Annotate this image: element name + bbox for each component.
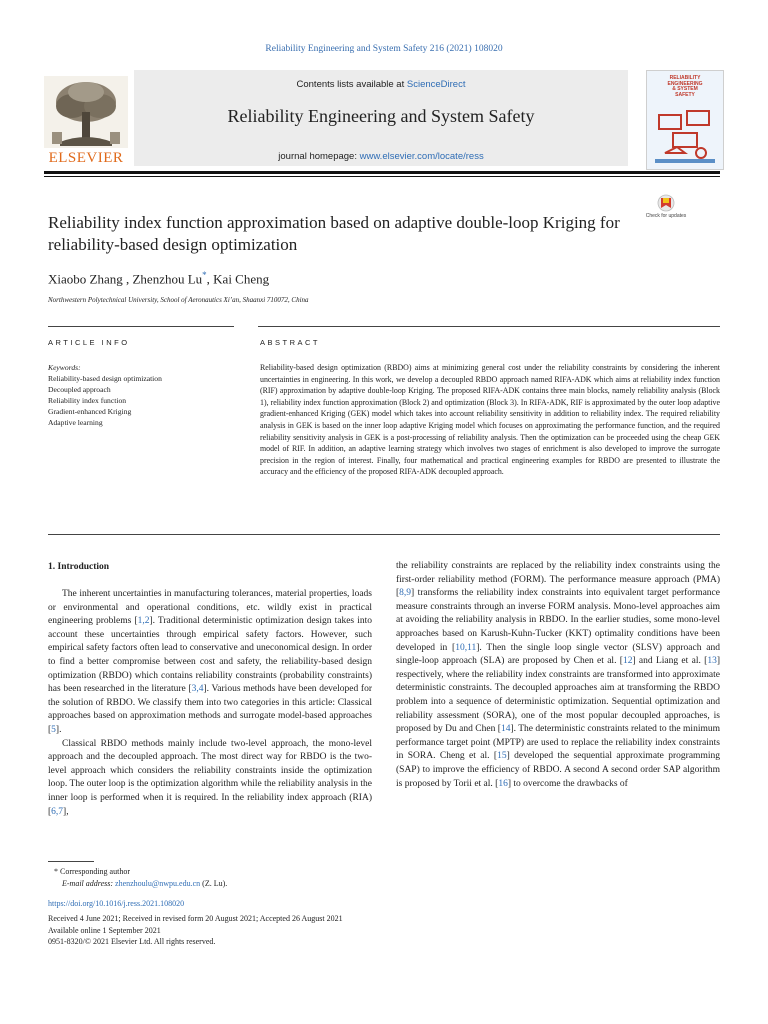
crossmark-label[interactable]: Check for updates bbox=[645, 213, 687, 219]
citation-link[interactable]: 5 bbox=[51, 724, 56, 735]
homepage-prefix: journal homepage: bbox=[278, 151, 360, 162]
email-suffix: (Z. Lu). bbox=[200, 879, 228, 888]
contents-line bbox=[134, 79, 628, 90]
author-list bbox=[48, 270, 269, 287]
introduction-heading: 1. Introduction bbox=[48, 562, 110, 572]
keyword-item: Adaptive learning bbox=[48, 418, 103, 427]
citation-link[interactable]: 14 bbox=[500, 724, 511, 735]
citation-link[interactable]: 1,2 bbox=[137, 616, 150, 627]
intro-paragraph-1 bbox=[48, 588, 372, 738]
cover-illustration-icon bbox=[655, 107, 715, 163]
authors-part-b[interactable]: , Kai Cheng bbox=[206, 271, 270, 287]
text-run: ]. bbox=[55, 724, 62, 735]
keyword-item: Decoupled approach bbox=[48, 385, 111, 394]
online-date: Available online 1 September 2021 bbox=[48, 925, 161, 935]
authors-part-a[interactable]: Xiaobo Zhang , Zhenzhou Lu bbox=[48, 271, 203, 287]
text-run: The inherent uncertainties in manufacturing tolerances, material properties, loads or environmental and operational conditions, etc. wildly exist in practical engineering problems [ bbox=[48, 589, 372, 627]
article-info-heading: ARTICLE INFO bbox=[48, 338, 130, 347]
text-run: ] transforms the reliability index constraints into equivalent target performance measure constraints through an inverse FORM analysis. Mono-level approaches aim at avoiding the reliability analysis in RBDO. In the earlier studies, some mono-level approaches based on Karush-Kuhn-Tucker (KKT) optimality conditions have been developed in [ bbox=[396, 588, 720, 653]
citation-link[interactable]: 12 bbox=[622, 656, 633, 667]
intro-paragraph-continued bbox=[396, 560, 720, 791]
abstract-rule bbox=[258, 326, 720, 327]
crossmark-icon[interactable] bbox=[646, 194, 686, 230]
header-rule-thick bbox=[44, 171, 720, 174]
text-run: ] developed the sequential approximate programming (SAP) to improve the efficiency of RBDO. A second A second order SAP algorithm is proposed by Torii et al. [ bbox=[396, 751, 720, 789]
body-column-right bbox=[396, 560, 720, 791]
article-info-rule bbox=[48, 326, 234, 327]
text-run: ]. The deterministic constraints related to the minimum performance target point (MPTP) are used to replace the reliability index constraints in SORA. Cheng et al. [ bbox=[396, 724, 720, 762]
citation-link[interactable]: 13 bbox=[707, 656, 717, 667]
abstract-heading: ABSTRACT bbox=[260, 338, 321, 347]
text-run: ], bbox=[63, 806, 69, 817]
citation-link[interactable]: 10,11 bbox=[455, 642, 477, 653]
keywords-label: Keywords: bbox=[48, 363, 81, 372]
doi-link[interactable]: https://doi.org/10.1016/j.ress.2021.108020 bbox=[48, 899, 185, 908]
article-history bbox=[48, 913, 343, 948]
article-title: Reliability index function approximation based on adaptive double-loop Kriging for reliability-based design optimization bbox=[48, 213, 620, 254]
sciencedirect-link[interactable]: ScienceDirect bbox=[406, 79, 466, 90]
text-run: Classical RBDO methods mainly include two-level approach, the mono-level approach and the decoupled approach. The most direct way for RBDO is the two-level approach which considers the reliability constraints inside the optimization loop. The outer loop is the optimization algorithm while the reliability analysis in the inner loop is performed when it is required. In the reliability index approach (RIA) [ bbox=[48, 738, 372, 817]
corresponding-author-note: * Corresponding author bbox=[54, 867, 130, 876]
citation-link[interactable]: 15 bbox=[497, 751, 507, 762]
footnote-rule bbox=[48, 861, 94, 862]
copyright: 0951-8320/© 2021 Elsevier Ltd. All rights reserved. bbox=[48, 937, 216, 946]
text-run: ] respectively, where the reliability index constraints are transformed into approximate deterministic constraints. The decoupled approaches aim at transforming the RBDO problem into a sequence of deterministic optimization. Sequential optimization and reliability assessment (SORA), one of the most popular decoupled approaches, is proposed by Du and Chen [ bbox=[396, 656, 720, 735]
email-label: E-mail address: bbox=[62, 879, 114, 888]
text-run: ]. Traditional deterministic optimization design takes into account these uncertainties through empirical safety factors. However, such empirical safety factors often lead to conservative and uneconomical design. In order to find a better compromise between cost and safety, the reliability-based design optimization (RBDO) which contains reliability constraints (probability constraints) has been researched in the literature [ bbox=[48, 616, 372, 695]
affiliation: Northwestern Polytechnical University, School of Aeronautics Xi’an, Shaanxi 710072, China bbox=[48, 296, 309, 304]
citation-link[interactable]: 6,7 bbox=[51, 806, 64, 817]
citation-link[interactable]: 16 bbox=[498, 778, 508, 789]
citation-link[interactable]: 8,9 bbox=[399, 588, 412, 599]
email-link[interactable]: zhenzhoulu@nwpu.edu.cn bbox=[115, 879, 201, 888]
citation-link[interactable]: 3,4 bbox=[191, 684, 204, 695]
homepage-line bbox=[134, 151, 628, 162]
intro-paragraph-2 bbox=[48, 738, 372, 820]
text-run: ] and Liang et al. [ bbox=[632, 656, 708, 667]
keyword-item: Reliability-based design optimization bbox=[48, 374, 162, 383]
received-dates: Received 4 June 2021; Received in revised form 20 August 2021; Accepted 26 August 2021 bbox=[48, 914, 343, 923]
email-note bbox=[62, 879, 227, 888]
keywords-block bbox=[48, 362, 238, 428]
text-run: ]. Various methods have been developed for the solution of RBDO. We classify them into two categories in this article: Classical approaches based on approximation methods and surrogate model-based approaches [ bbox=[48, 684, 372, 735]
abstract-bottom-rule bbox=[48, 534, 720, 535]
journal-title: Reliability Engineering and System Safety bbox=[227, 106, 535, 126]
cover-title: RELIABILITY ENGINEERING & SYSTEM SAFETY bbox=[667, 75, 703, 98]
keyword-item: Reliability index function bbox=[48, 396, 127, 405]
keyword-item: Gradient-enhanced Kriging bbox=[48, 407, 132, 416]
corresponding-author-mark[interactable]: * bbox=[202, 270, 207, 280]
elsevier-wordmark: ELSEVIER bbox=[48, 150, 124, 166]
abstract-text: Reliability-based design optimization (RBDO) aims at minimizing general cost under the reliability constraints by considering the inherent uncertainties in engineering. In this work, we develop a decoupled RBDO approach named RIFA-ADK which aims at reliability index function (RIF) approximation by adaptive double-loop Kriging. The proposed RIFA-ADK contains three main blocks, namely reliability analysis (Block 1), reliability index function approximation (Block 2) and optimization (Block 3). In RIFA-ADK, RIF is approximated by the outer loop adaptive gradient-enhanced Kriging (GEK) model which takes into account reliability sensitivity in addition to reliability index. The required reliability analysis in GEK is based on the inner loop adaptive Kriging model which focuses on approximating the performance function, and the required reliability sensitivity analysis in GEK is a post-processing of reliability analysis. Then the optimization can be proceeded using the cheap GEK model of RIF. In addition, an adaptive learning strategy which involves two stages of enrichment is also developed to improve the surrogate precision in the region of interest. Finally, four mathematical and practical engineering examples for RBDO are presented to illustrate the accuracy and the efficiency of the proposed RIFA-ADK decoupled approach. bbox=[260, 363, 720, 477]
body-column-left bbox=[48, 588, 372, 819]
homepage-link[interactable]: www.elsevier.com/locate/ress bbox=[359, 151, 484, 162]
journal-citation[interactable]: Reliability Engineering and System Safety 216 (2021) 108020 bbox=[265, 44, 503, 54]
text-run: ]. Then the single loop single vector (SLSV) approach and single-loop approach (SLA) are proposed by Chen et al. [ bbox=[396, 642, 721, 667]
contents-prefix: Contents lists available at bbox=[296, 79, 407, 90]
header-rule-thin bbox=[44, 176, 720, 177]
text-run: the reliability constraints are replaced by the reliability index constraints using the first-order reliability method (FORM). The performance measure approach (PMA) [ bbox=[396, 561, 720, 599]
journal-cover-thumbnail[interactable] bbox=[646, 70, 724, 170]
text-run: ] to overcome the drawbacks of bbox=[507, 778, 628, 789]
